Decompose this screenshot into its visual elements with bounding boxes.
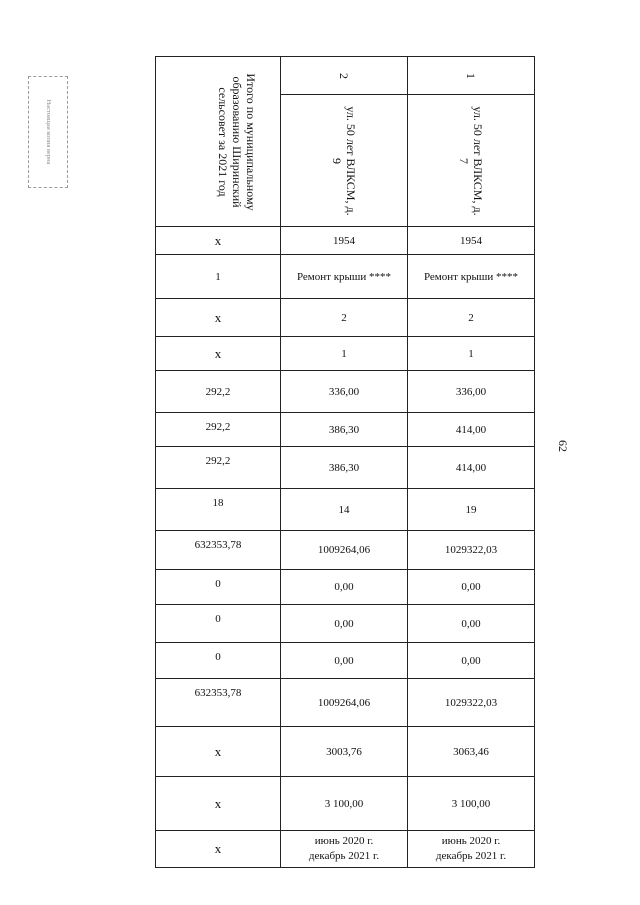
house-9-cell: 0,00 <box>281 570 408 605</box>
house-9-cell: 386,30 <box>281 413 408 447</box>
total-cell: х <box>156 831 281 868</box>
house-7-cell: 2 <box>408 299 535 337</box>
table-row <box>156 777 535 831</box>
house-7-cell: 0,00 <box>408 570 535 605</box>
house-7-cell: 414,00 <box>408 413 535 447</box>
table-row <box>156 299 535 337</box>
house-9-cell: Ремонт крыши **** <box>281 255 408 299</box>
table-row <box>156 679 535 727</box>
house-7-cell: 0,00 <box>408 605 535 643</box>
house-9-cell: 1 <box>281 337 408 371</box>
table-row <box>156 337 535 371</box>
house-7-cell: 336,00 <box>408 371 535 413</box>
house-9-cell: 3 100,00 <box>281 777 408 831</box>
total-cell: 1 <box>156 255 281 299</box>
total-cell: х <box>156 227 281 255</box>
total-cell: х <box>156 777 281 831</box>
house-7-cell: 1 <box>408 337 535 371</box>
total-cell: 0 <box>156 570 281 605</box>
house-9-cell: 386,30 <box>281 447 408 489</box>
house-7-dates-cell <box>408 831 535 868</box>
house-7-cell: Ремонт крыши **** <box>408 255 535 299</box>
house-9-dates-cell <box>281 831 408 868</box>
house-7-cell: 19 <box>408 489 535 531</box>
col2-number: 2 <box>337 72 351 79</box>
total-header-text: Итого по муниципальному образованию Ширинский сельсовет за 2021 год <box>216 72 258 211</box>
col2-address-cell <box>281 95 408 227</box>
house-9-start-date: июнь 2020 г. <box>314 835 374 847</box>
table-row <box>156 605 535 643</box>
house-7-cell: 3 100,00 <box>408 777 535 831</box>
table-row <box>156 531 535 570</box>
total-cell: 292,2 <box>156 371 281 413</box>
total-cell: 292,2 <box>156 447 281 489</box>
col1-address: ул. 50 лет ВЛКСМ, д. 7 <box>457 105 485 216</box>
table-row <box>156 643 535 679</box>
house-9-cell: 14 <box>281 489 408 531</box>
house-7-end-date: декабрь 2021 г. <box>435 850 507 862</box>
col2-address: ул. 50 лет ВЛКСМ, д. 9 <box>330 105 358 216</box>
total-cell: 292,2 <box>156 413 281 447</box>
col1-number: 1 <box>464 72 478 79</box>
col2-number-cell <box>281 57 408 95</box>
col1-address-cell <box>408 95 535 227</box>
total-cell: 0 <box>156 643 281 679</box>
table-row <box>156 227 535 255</box>
table-row <box>156 413 535 447</box>
total-header-cell <box>156 57 281 227</box>
total-cell: х <box>156 337 281 371</box>
total-cell: х <box>156 299 281 337</box>
house-7-cell: 1029322,03 <box>408 679 535 727</box>
house-7-cell: 0,00 <box>408 643 535 679</box>
table-row <box>156 255 535 299</box>
house-9-cell: 3003,76 <box>281 727 408 777</box>
certification-stamp <box>28 76 68 188</box>
total-cell: 632353,78 <box>156 679 281 727</box>
house-9-end-date: декабрь 2021 г. <box>308 850 380 862</box>
house-7-start-date: июнь 2020 г. <box>441 835 501 847</box>
house-9-cell: 2 <box>281 299 408 337</box>
stamp-text: Настоящая копия верна <box>45 99 52 165</box>
col1-number-cell <box>408 57 535 95</box>
table-row <box>156 831 535 868</box>
total-cell: х <box>156 727 281 777</box>
total-cell: 0 <box>156 605 281 643</box>
total-cell: 632353,78 <box>156 531 281 570</box>
house-7-cell: 1029322,03 <box>408 531 535 570</box>
house-9-cell: 1009264,06 <box>281 679 408 727</box>
total-cell: 18 <box>156 489 281 531</box>
house-9-cell: 1009264,06 <box>281 531 408 570</box>
house-9-cell: 0,00 <box>281 643 408 679</box>
table-row <box>156 371 535 413</box>
table-row <box>156 570 535 605</box>
table-row <box>156 727 535 777</box>
repair-schedule-table <box>155 56 535 868</box>
table-row <box>156 489 535 531</box>
house-7-cell: 414,00 <box>408 447 535 489</box>
house-9-cell: 336,00 <box>281 371 408 413</box>
house-7-cell: 1954 <box>408 227 535 255</box>
house-9-cell: 1954 <box>281 227 408 255</box>
table-row <box>156 447 535 489</box>
house-7-cell: 3063,46 <box>408 727 535 777</box>
page-number: 62 <box>556 440 570 452</box>
house-9-cell: 0,00 <box>281 605 408 643</box>
